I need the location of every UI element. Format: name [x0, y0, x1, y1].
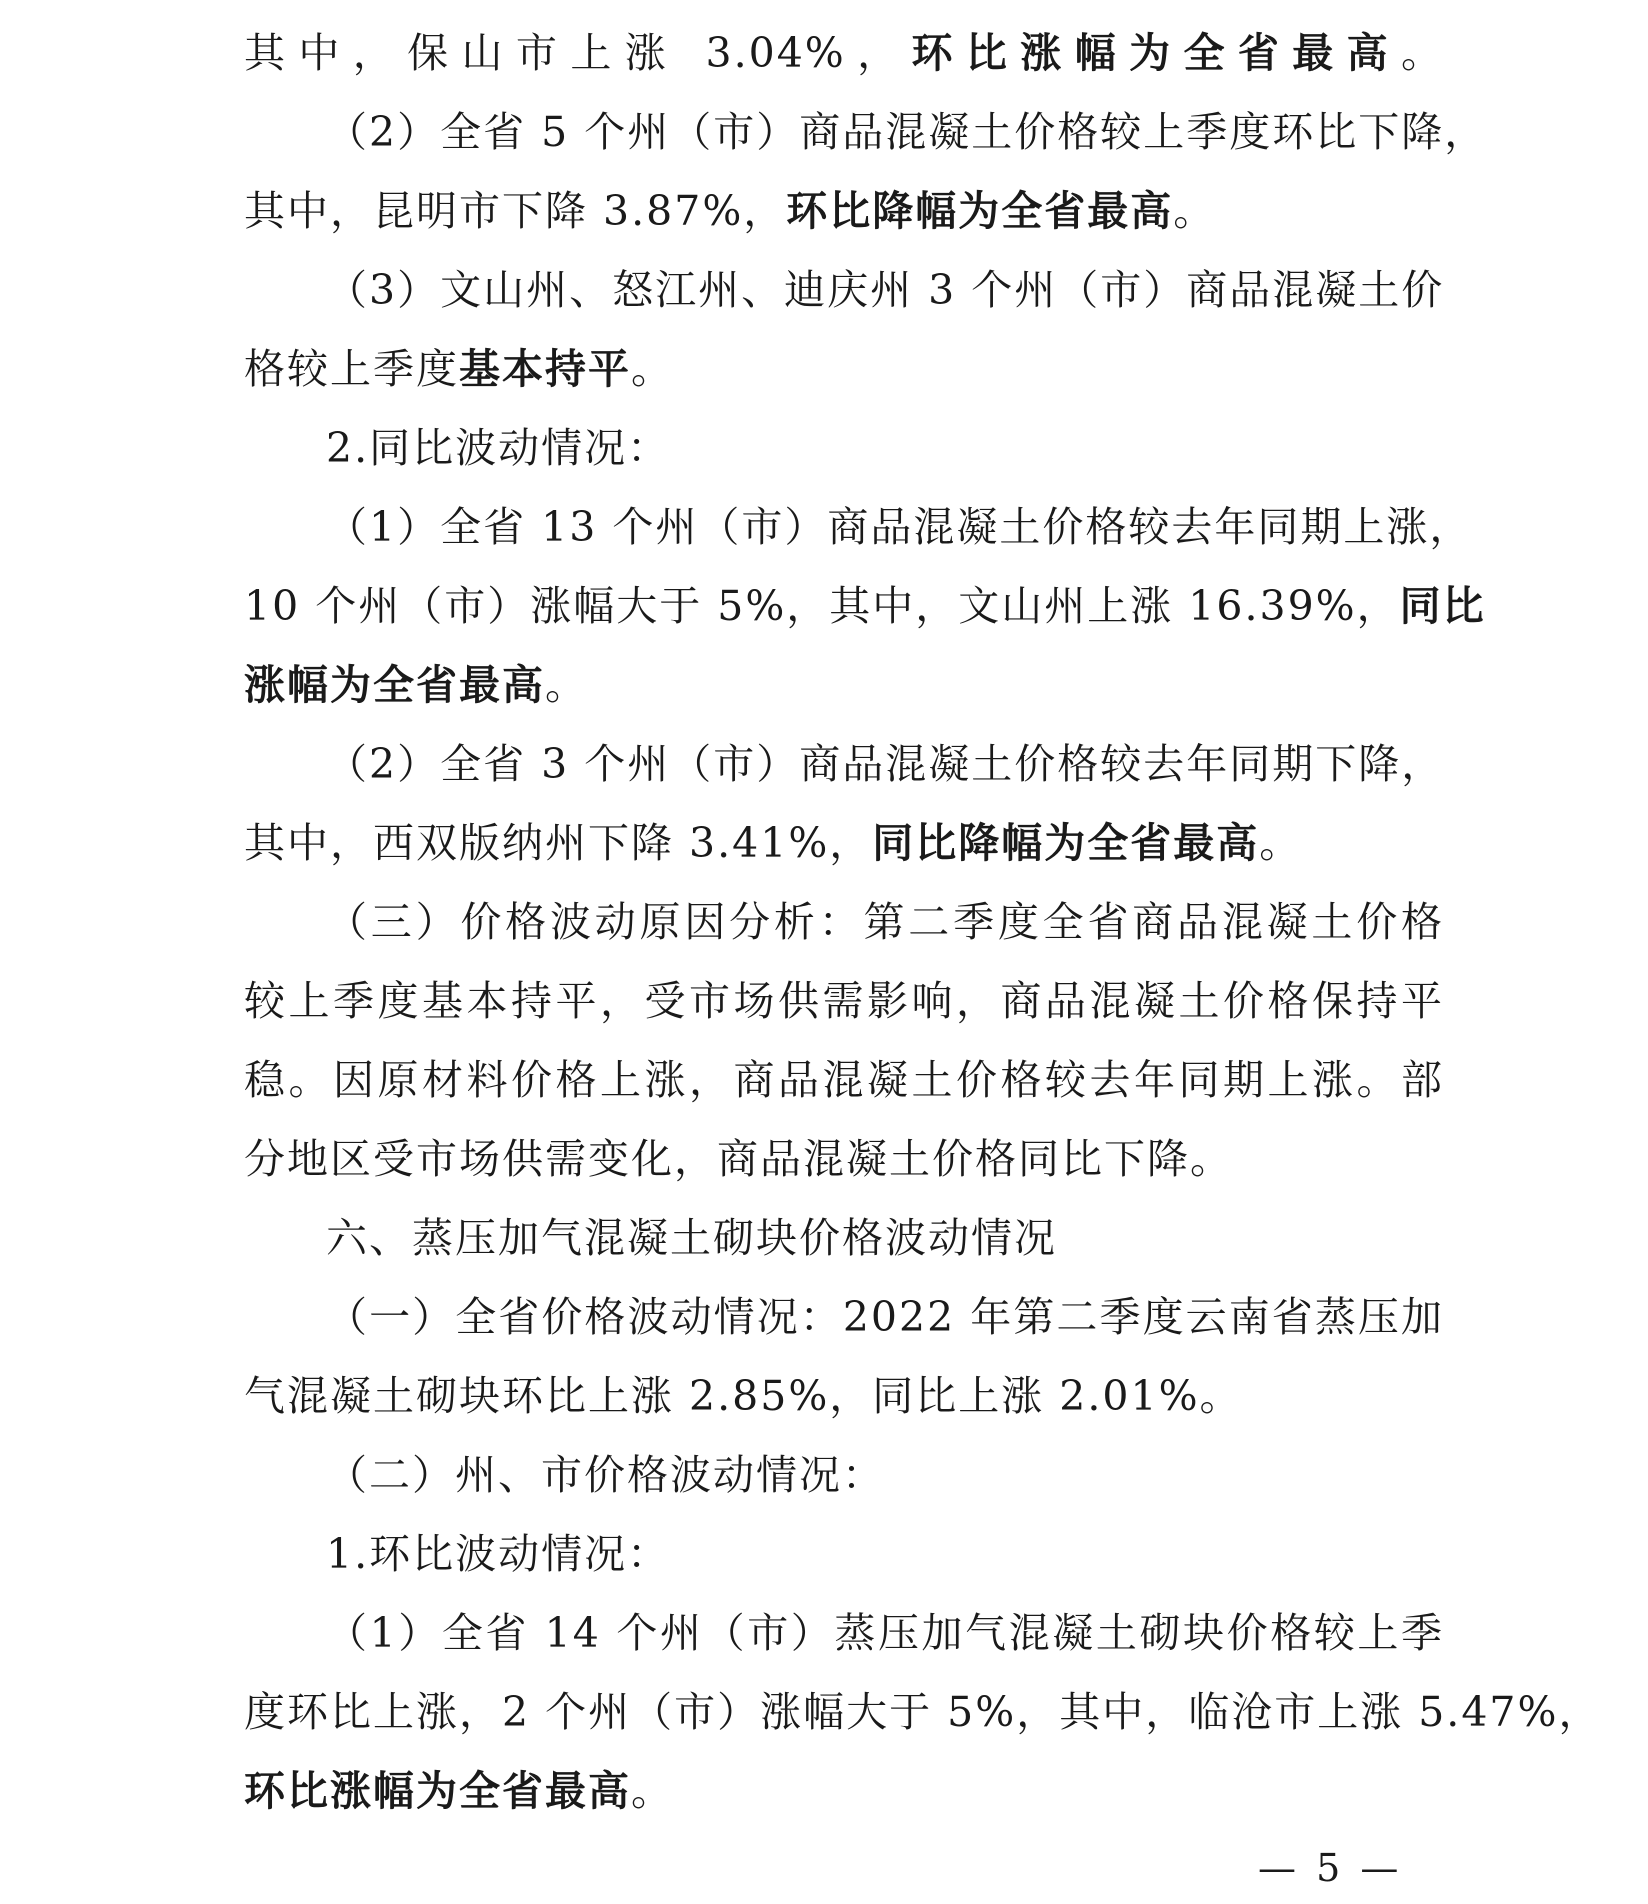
- text-line: （2）全省 5 个州（市）商品混凝土价格较上季度环比下降，: [326, 108, 1488, 156]
- text-line: 分地区受市场供需变化，商品混凝土价格同比下降。: [244, 1135, 1233, 1183]
- text-line: （2）全省 3 个州（市）商品混凝土价格较去年同期下降，: [326, 740, 1445, 788]
- text-line: 其中，昆明市下降 3.87%，环比降幅为全省最高。: [244, 187, 1217, 235]
- subsection-heading: 2.同比波动情况：: [326, 424, 671, 472]
- text-line: （1）全省 14 个州（市）蒸压加气混凝土砌块价格较上季: [326, 1609, 1444, 1657]
- text-line: （1）全省 13 个州（市）商品混凝土价格较去年同期上涨，: [326, 503, 1473, 551]
- text-line: 较上季度基本持平，受市场供需影响，商品混凝土价格保持平: [244, 977, 1444, 1025]
- text-line: 10 个州（市）涨幅大于 5%，其中，文山州上涨 16.39%，同比: [244, 582, 1486, 630]
- text-line: 其中，保山市上涨 3.04%，环比涨幅为全省最高。: [244, 29, 1445, 77]
- document-body: [244, 14, 1602, 1831]
- text-line: 环比涨幅为全省最高。: [244, 1767, 674, 1815]
- text-line: 格较上季度基本持平。: [244, 345, 674, 393]
- subsection-heading: （二）州、市价格波动情况：: [326, 1451, 885, 1499]
- section-heading: 六、蒸压加气混凝土砌块价格波动情况: [326, 1214, 1057, 1262]
- text-line: 气混凝土砌块环比上涨 2.85%，同比上涨 2.01%。: [244, 1372, 1243, 1420]
- text-line: （一）全省价格波动情况：2022 年第二季度云南省蒸压加: [326, 1293, 1444, 1341]
- text-line: 其中，西双版纳州下降 3.41%，同比降幅为全省最高。: [244, 819, 1303, 867]
- text-line: 稳。因原材料价格上涨，商品混凝土价格较去年同期上涨。部: [244, 1056, 1444, 1104]
- text-line: 度环比上涨，2 个州（市）涨幅大于 5%，其中，临沧市上涨 5.47%，: [244, 1688, 1602, 1736]
- subsection-heading: 1.环比波动情况：: [326, 1530, 671, 1578]
- text-line: （3）文山州、怒江州、迪庆州 3 个州（市）商品混凝土价: [326, 266, 1445, 314]
- text-line: 涨幅为全省最高。: [244, 661, 588, 709]
- text-line: （三）价格波动原因分析：第二季度全省商品混凝土价格: [326, 898, 1444, 946]
- page-number: — 5 —: [1258, 1846, 1403, 1890]
